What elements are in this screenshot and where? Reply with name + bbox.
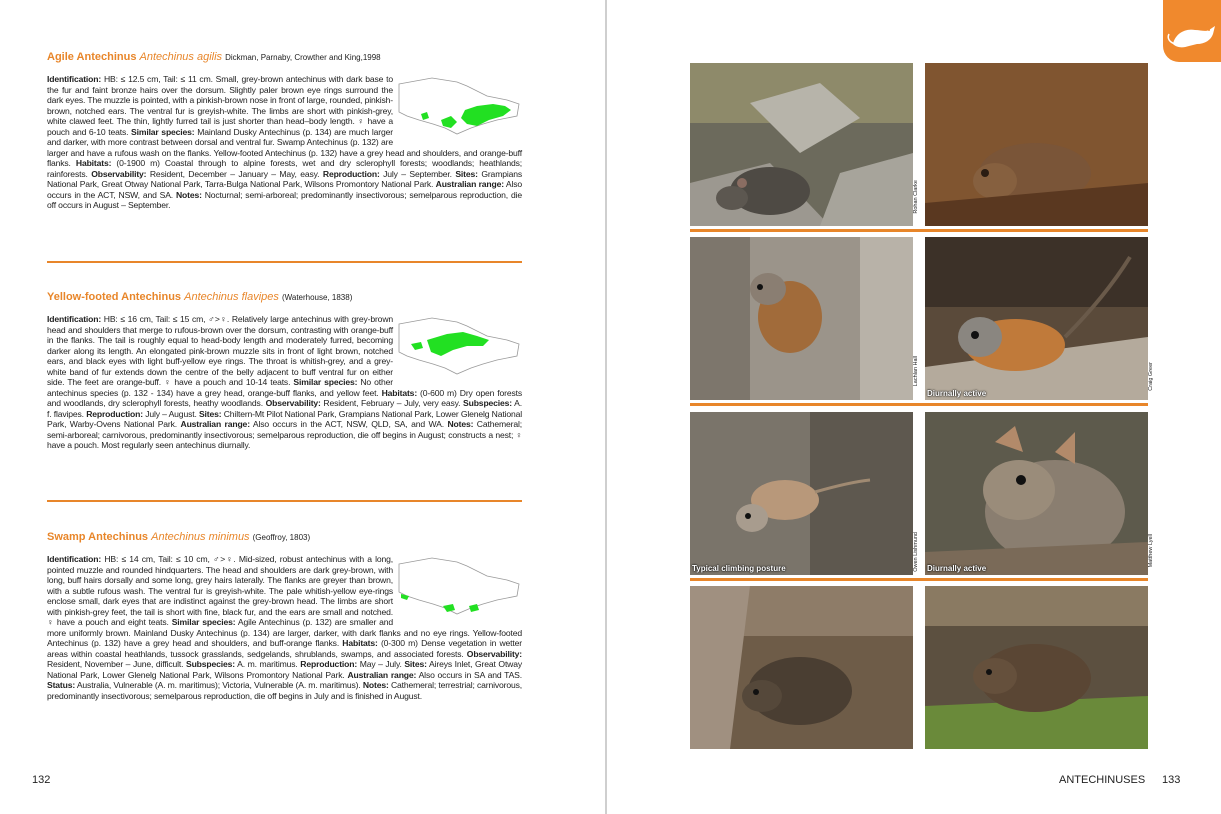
species-heading [47, 291, 522, 304]
photo-row-separator [690, 403, 1148, 406]
running-header: ANTECHINUSES [1059, 774, 1146, 786]
photo-caption: Diurnally active [927, 564, 987, 573]
species-common-name: Yellow-footed Antechinus [47, 291, 182, 303]
distribution-map [397, 556, 522, 618]
photo-credit: Craig Greer [1148, 362, 1154, 391]
photo-swamp-antechinus-log [690, 586, 913, 749]
photo-credit: Rohan Clarke [913, 180, 919, 214]
desc-part: Observability: Resident, February – July, very easy. [265, 398, 464, 408]
species-authority: (Geoffroy, 1803) [252, 533, 311, 542]
book-spine [605, 0, 607, 814]
right-page-number: 133 [1162, 774, 1181, 786]
section-divider [47, 500, 522, 502]
photo-yellow-footed-on-log [690, 237, 913, 400]
species-description [47, 74, 522, 211]
species-authority: Dickman, Parnaby, Crowther and King,1998 [225, 53, 381, 62]
photo-agile-antechinus-leaves [925, 63, 1148, 226]
desc-part: Sites: Chiltern-Mt Pilot National Park, Grampians National Park, Lower Glenelg National Park, Warby-Ovens National Park. [47, 408, 522, 429]
desc-part: Australian range: Also occurs in SA and TAS. [347, 669, 523, 680]
photo-caption: Diurnally active [927, 389, 987, 398]
photo-row-separator [690, 229, 1148, 232]
species-description [47, 314, 522, 451]
desc-part: Identification: HB: ≤ 14 cm, Tail: ≤ 10 cm, ♂>♀. Mid-sized, robust antechinus with a long, pointed muzzle and rounded hindquarters. The head and shoulders are dark grey-brown, with long, buff hairs dorsally and some long, grey hairs laterally. The flanks are greyer than brown, with a subtle rufous wash. The ventral fur is greyish-white. The pale whitish-yellow eye-rings enclose small, dark eyes that are indistinct against the grey-brown head. The limbs are short with pinkish-grey feet, the tail is short with fine, black fur, and the ears are small and notched. ♀ have a pouch and eight teats. [47, 554, 393, 627]
desc-part: Notes: Cathemeral; semi-arboreal; carnivorous, predominantly insectivorous; semelparous reproduction, die off begins in August; constructs a nest; ♀ have a pouch. Most regularly seen antechinus diurnally. [47, 419, 522, 450]
distribution-map [397, 76, 522, 138]
desc-part: Habitats: (0-1900 m) Coastal through to alpine forests, wet and dry sclerophyll forests; woodlands; heathlands; rainforests. [47, 158, 522, 179]
desc-part: Identification: HB: ≤ 16 cm, Tail: ≤ 15 cm, ♂>♀. Relatively large antechinus with grey-brown head and shoulders that merge to rufous-brown over the dorsum, contrasting with orange-buff in the flanks. The tail is roughly equal to head-body length and moderately furred, becoming darker along its length. An elongated pink-brown muzzle sits in front of light brown, notched ears, and black eyes with light buff-yellow eye rings. The throat is whitish-grey, and a grey-white band of fur extends down the centre of the belly adjacent to buff ventral fur on either side. The feet are orange-buff. ♀ have a pouch and 10-14 teats. [47, 314, 393, 387]
section-tab [1163, 0, 1221, 62]
species-description [47, 554, 522, 701]
photo-credit: Matthew Lyell [1148, 534, 1154, 568]
desc-part: Reproduction: July – September. [322, 168, 456, 179]
photo-caption: Typical climbing posture [692, 564, 786, 573]
desc-part: Subspecies: A. f. flavipes. [47, 398, 522, 419]
species-authority: (Waterhouse, 1838) [281, 293, 353, 302]
photo-credit: Lachlan Hall [913, 356, 919, 387]
desc-part: Sites: Grampians National Park, Great Otway National Park, Tarra-Bulga National Park, Wilsons Promontory National Park. [47, 168, 522, 189]
desc-part: Reproduction: May – July. [300, 659, 405, 669]
photo-agile-antechinus-rocks [690, 63, 913, 226]
species-common-name: Agile Antechinus [47, 51, 137, 63]
photo-swamp-antechinus-moss [925, 586, 1148, 749]
desc-part: Notes: Nocturnal; semi-arboreal; predominantly insectivorous; semelparous reproduction, die off occurs in August – September. [47, 189, 522, 210]
photo-row-separator [690, 578, 1148, 581]
species-entry-yellow-footed [47, 291, 522, 451]
species-latin-name: Antechinus minimus [151, 531, 250, 543]
distribution-map [397, 316, 522, 378]
desc-part: Habitats: (0-300 m) Dense vegetation in wetter areas within coastal heathlands, tussock grasslands, sedgelands, shrublands, swamps, and associated forests. [47, 638, 522, 659]
photo-credit: Owen Lishmund [913, 532, 919, 572]
desc-part: Notes: Cathemeral; terrestrial; carnivorous, predominantly insectivorous; semelparous reproduction, die off begins in July and is finished in August. [47, 680, 522, 701]
photo-yellow-footed-climbing [690, 412, 913, 575]
desc-part: Similar species: Agile Antechinus (p. 132) are smaller and more uniformly brown. Mainland Dusky Antechinus (p. 134) are larger, darker, with dark flanks and no eye rings. Yellow-footed Antechinus (p. 132) have a grey head and shoulders, and buff-orange flanks. [47, 617, 522, 648]
left-page-number: 132 [32, 774, 51, 786]
desc-part: Sites: Aireys Inlet, Great Otway National Park, Lower Glenelg National Park, Wilsons Promontory National Park. [47, 659, 523, 680]
desc-part: Identification: HB: ≤ 12.5 cm, Tail: ≤ 11 cm. Small, grey-brown antechinus with dark base to the fur and faint bronze hairs over the dorsum. Slightly paler brown eye rings surround the dark eyes. The muzzle is pointed, with a pinkish-brown nose in front of large, rounded, pinkish-brown, notched ears. The ventral fur is greyish-white. The limbs are short with pinkish-grey, white clawed feet. The thin, lightly furred tail is just shorter than head–body length. ♀ have a pouch and 6-10 teats. [47, 74, 393, 137]
antechinus-silhouette-icon [1163, 0, 1221, 62]
species-entry-swamp [47, 531, 522, 701]
species-heading [47, 531, 522, 544]
desc-part: Observability: Resident, December – January – May, easy. [91, 168, 323, 179]
desc-part: Habitats: (0-600 m) Dry open forests and woodlands, dry sclerophyll forests, heathy woodlands. [47, 387, 522, 408]
species-latin-name: Antechinus flavipes [184, 291, 279, 303]
section-divider [47, 261, 522, 263]
photo-yellow-footed-portrait [925, 412, 1148, 575]
desc-part: Subspecies: A. m. maritimus. [186, 659, 301, 669]
desc-part: Similar species: Mainland Dusky Antechinus (p. 134) are much larger and darker, with more contrast between dorsal and ventral fur. Swamp Antechinus (p. 132) are larger and have a rufous wash on the flanks. Yellow-footed Antechinus (p. 132) have a grey head and shoulders, and orange-buff flanks. [47, 126, 522, 168]
desc-part: Observability: Resident, November – June, difficult. [47, 648, 522, 669]
species-common-name: Swamp Antechinus [47, 531, 149, 543]
desc-part: Status: Australia, Vulnerable (A. m. maritimus); Victoria, Vulnerable (A. m. maritimus). [47, 680, 363, 690]
species-heading [47, 51, 522, 64]
desc-part: Reproduction: July – August. [86, 408, 199, 419]
desc-part: Similar species: No other antechinus species (p. 132 - 134) have a grey head, orange-buff flanks, and yellow feet. [47, 377, 393, 398]
photo-yellow-footed-diurnal [925, 237, 1148, 400]
desc-part: Australian range: Also occurs in the ACT, NSW, and SA. [47, 179, 522, 200]
desc-part: Australian range: Also occurs in the ACT, NSW, QLD, SA, and WA. [180, 419, 448, 429]
species-entry-agile [47, 51, 522, 211]
species-latin-name: Antechinus agilis [139, 51, 223, 63]
